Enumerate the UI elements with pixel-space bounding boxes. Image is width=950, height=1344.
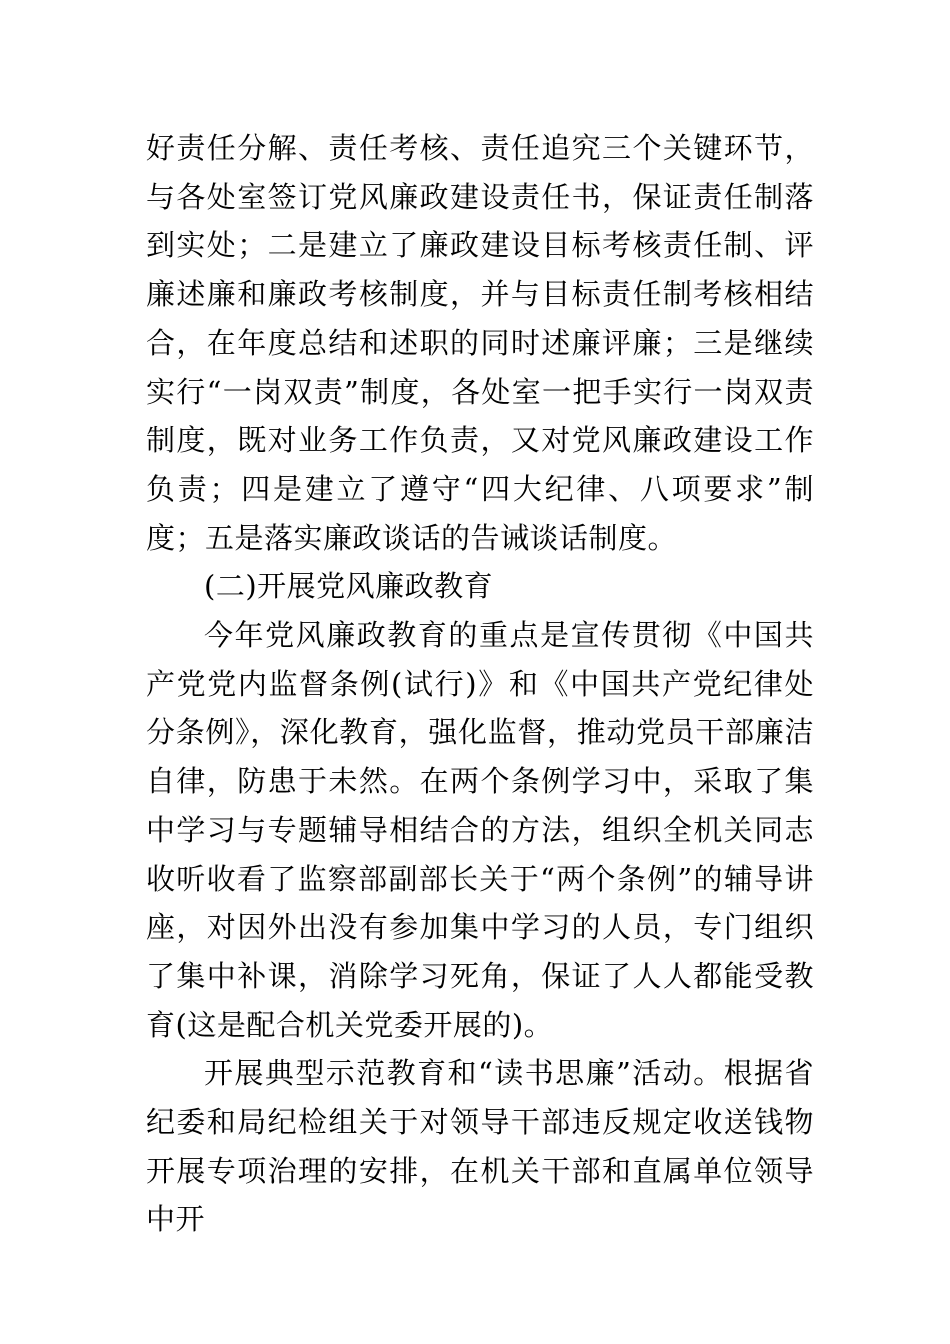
- paragraph-responsibility-system: 好责任分解、责任考核、责任追究三个关键环节，与各处室签订党风廉政建设责任书，保证责任制落到实处；二是建立了廉政建设目标考核责任制、评廉述廉和廉政考核制度，并与目标责任制考核相结合，在年度总结和述职的同时述廉评廉；三是继续实行“一岗双责”制度，各处室一把手实行一岗双责制度，既对业务工作负责，又对党风廉政建设工作负责；四是建立了遵守“四大纪律、八项要求”制度；五是落实廉政谈话的告诫谈话制度。: [146, 131, 814, 555]
- section-heading-integrity-education: (二)开展党风廉政教育: [204, 569, 494, 604]
- document-page: [146, 124, 814, 1244]
- paragraph-regulations-study: 今年党风廉政教育的重点是宣传贯彻《中国共产党党内监督条例(试行)》和《中国共产党纪律处分条例》，深化教育，强化监督，推动党员干部廉洁自律，防患于未然。在两个条例学习中，采取了集中学习与专题辅导相结合的方法，组织全机关同志收听收看了监察部副部长关于“两个条例”的辅导讲座，对因外出没有参加集中学习的人员，专门组织了集中补课，消除学习死角，保证了人人都能受教育(这是配合机关党委开展的)。: [146, 618, 814, 1042]
- paragraph-model-education: 开展典型示范教育和“读书思廉”活动。根据省纪委和局纪检组关于对领导干部违反规定收送钱物开展专项治理的安排，在机关干部和直属单位领导中开: [146, 1056, 814, 1237]
